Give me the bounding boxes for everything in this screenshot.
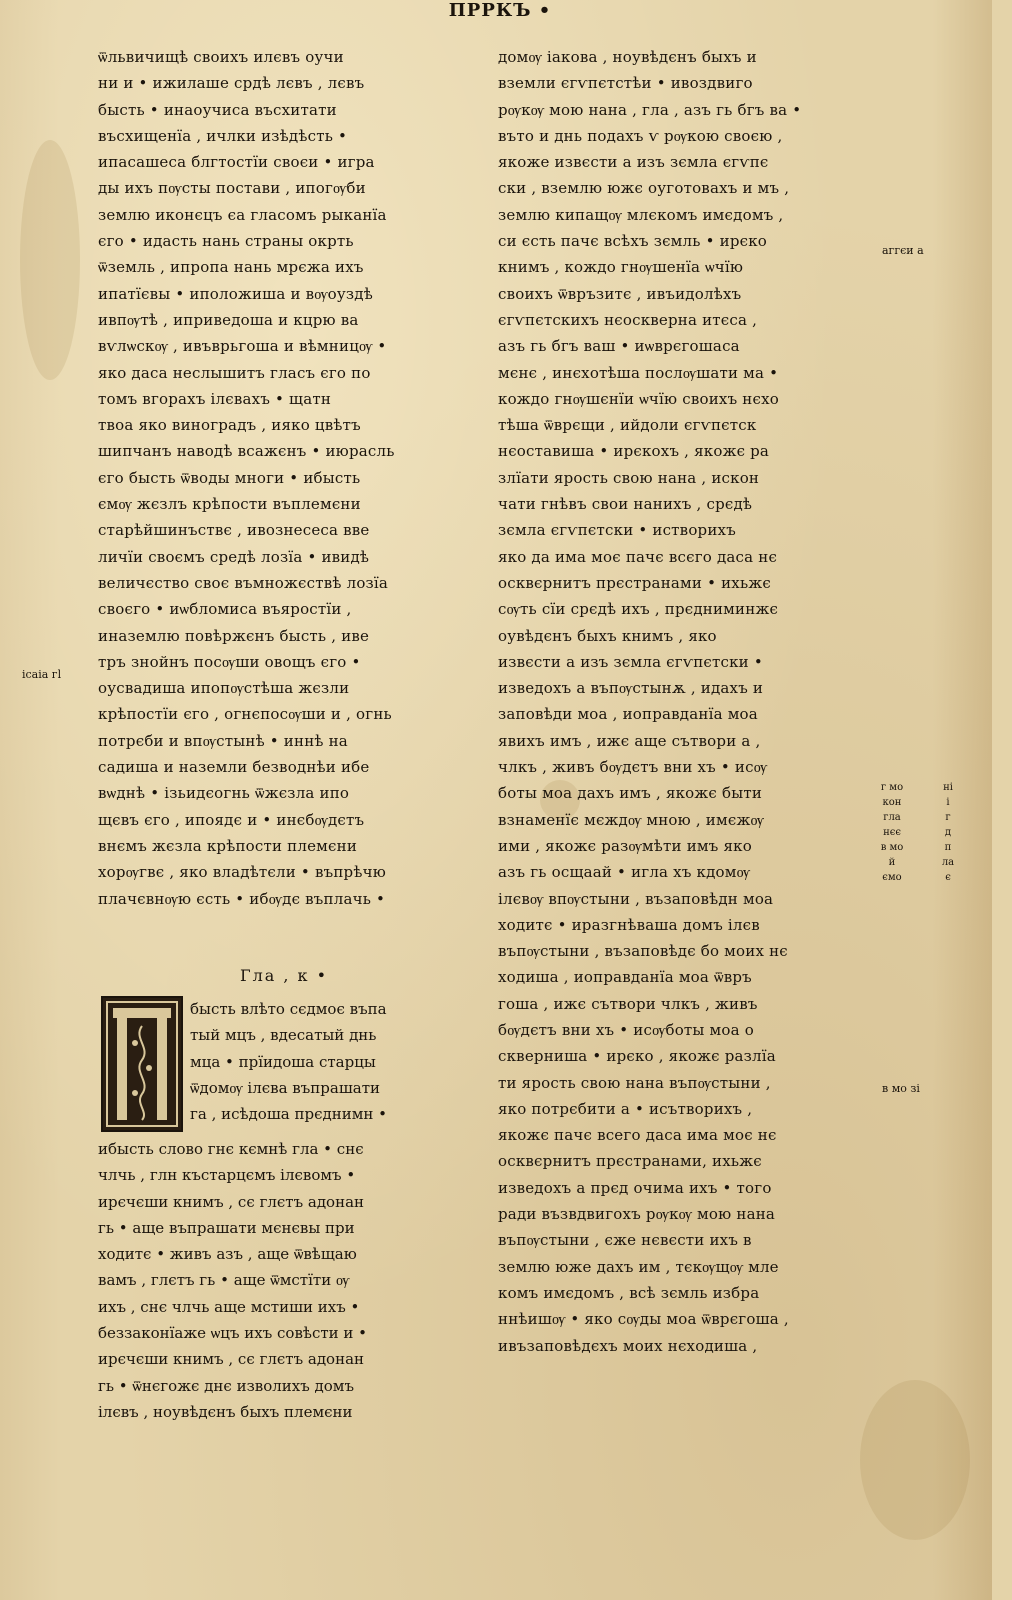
text-line: домѹ іакова , ноувѣдєнъ быхъ и bbox=[498, 48, 757, 66]
margin-grid-cell: і bbox=[946, 797, 950, 808]
text-line: вземли єгѵпєтстѣи • ивоздвигo bbox=[498, 74, 753, 93]
text-line: плачєвнѹю єсть • ибѹдє въплачь • bbox=[98, 889, 386, 908]
text-line: ѿдомѹ ілєва въпрашати bbox=[190, 1078, 380, 1097]
text-line: чати гнѣвъ свои нанихъ , срєдѣ bbox=[498, 495, 753, 514]
margin-grid-cell: в мо bbox=[880, 842, 904, 853]
text-line: якожє пачє всего дасa има моє нє bbox=[498, 1126, 777, 1145]
text-line: садиша и наземли безводнѣи ибе bbox=[98, 758, 370, 777]
text-line: беззаконїаже ѡцъ ихъ совѣсти и • bbox=[98, 1324, 368, 1343]
text-line: зємла єгѵпєтски • иствoрихъ bbox=[498, 521, 736, 540]
text-line: члчь , глн къстарцємъ ілєвомъ • bbox=[98, 1166, 356, 1185]
drop-cap-lines bbox=[190, 996, 480, 1127]
text-line: величєство своє въмножєствѣ лозїа bbox=[98, 573, 389, 592]
text-line: тръ знойнъ посѹши овощъ єго • bbox=[98, 652, 361, 671]
text-line: потрєби и впѹстынѣ • иннѣ на bbox=[98, 731, 348, 750]
text-line: оувѣдєнъ быхъ книмъ , яко bbox=[498, 626, 717, 645]
text-line: ради възвдвигохъ рѹкѹ мою нана bbox=[498, 1205, 776, 1224]
text-line: ивъзаповѣдєхъ моих нєходиша , bbox=[498, 1336, 758, 1355]
text-line: члкъ , живъ бѹдєтъ вни хъ • исѹ bbox=[498, 758, 768, 777]
margin-note-right-bottom: в мо зi bbox=[882, 1082, 920, 1095]
text-line: яко потрєбити а • исътворихъ , bbox=[498, 1099, 753, 1118]
text-line: ипатїєвы • иположиша и вѹоуздѣ bbox=[98, 284, 373, 303]
text-line: бысть • инаоучиса въсхитати bbox=[98, 100, 337, 119]
text-line: внємъ жєзла крѣпости племєни bbox=[98, 836, 358, 855]
text-line: єго бысть ѿводы мнoги • ибысть bbox=[98, 468, 361, 487]
text-line: ілєвъ , ноувѣдєнъ быхъ племєни bbox=[98, 1402, 353, 1421]
text-line: ни и • ижилаше срдѣ лєвъ , лєвъ bbox=[98, 74, 365, 93]
left-column-bottom bbox=[98, 1136, 480, 1425]
text-line: яко да има моє пачє всєго дасa нє bbox=[498, 547, 778, 566]
text-line: нєоставиша • ирєкохъ , якожє ра bbox=[498, 442, 770, 461]
text-line: комъ имєдомъ , всѣ зємль избра bbox=[498, 1283, 760, 1302]
text-line: ихъ , снє члчь аще мстиши ихъ • bbox=[98, 1297, 360, 1316]
margin-grid-cell: д bbox=[944, 827, 952, 838]
text-line: си єсть пачє всѣхъ зємль • ирєко bbox=[498, 232, 768, 251]
text-line: азъ гь осщаай • игла хъ кдомѹ bbox=[498, 863, 751, 882]
margin-grid-row bbox=[880, 855, 960, 870]
text-line: ски , вземлю южє оуготовахъ и мъ , bbox=[498, 179, 790, 198]
margin-grid-row bbox=[880, 795, 960, 810]
ornamental-initial bbox=[101, 996, 183, 1132]
text-line: тѣша ѿврєщи , ийдоли єгѵпєтск bbox=[498, 416, 757, 435]
right-column bbox=[498, 44, 870, 1359]
margin-grid-row bbox=[880, 810, 960, 825]
text-line: єгѵпєтскихъ нєоскверна итєса , bbox=[498, 310, 758, 329]
text-line: въпѹстыни , възаповѣдє бо моих нє bbox=[498, 942, 788, 961]
text-line: томъ вгорахъ ілєвахъ • щатн bbox=[98, 389, 332, 408]
text-line: щєвъ єго , ипоядє и • инєбѹдєтъ bbox=[98, 810, 365, 829]
margin-grid-cell: г мо bbox=[880, 782, 904, 793]
text-line: извєсти а изъ зємла єгѵпєтски • bbox=[498, 652, 763, 671]
text-line: твоа яко виноградъ , ияко цвѣтъ bbox=[98, 416, 361, 435]
text-line: ілєвѹ впѹстыни , възаповѣдн моа bbox=[498, 889, 774, 908]
margin-grid-cell: п bbox=[944, 842, 952, 853]
text-line: ибысть слово гнє кємнѣ гла • снє bbox=[98, 1140, 364, 1158]
text-line: ими , якожє разѹмѣти имъ яко bbox=[498, 836, 752, 855]
text-line: гь • ѿнєгожє днє изволихъ домъ bbox=[98, 1376, 354, 1395]
text-line: иназемлю повѣржєнъ бысть , иве bbox=[98, 626, 370, 645]
margin-grid-row bbox=[880, 780, 960, 795]
text-line: га , исѣдоша прєднимн • bbox=[190, 1105, 387, 1124]
text-line: личїи своємъ средѣ лозїа • ивидѣ bbox=[98, 547, 370, 566]
text-line: своєго • иѡбломиса въяростїи , bbox=[98, 600, 352, 619]
text-line: взнаменїє мєждѹ мною , имєжѹ bbox=[498, 810, 764, 829]
text-line: рѹкѹ мою нана , гла , азъ гь бгъ ва • bbox=[498, 100, 802, 119]
text-line: своихъ ѿвръзитє , ивъидолѣхъ bbox=[498, 284, 742, 303]
text-line: ды ихъ пѹсты постави , ипогѹби bbox=[98, 179, 366, 198]
text-line: изведохъ а прєд очима ихъ • того bbox=[498, 1178, 772, 1197]
text-line: крѣпостїи єго , огнєпосѹши и , огнь bbox=[98, 705, 392, 724]
margin-grid-cell: є bbox=[945, 872, 951, 883]
text-line: боты моа дахъ имъ , якожє быти bbox=[498, 784, 763, 803]
text-line: землю юже дахъ им , тєкѹщѹ мле bbox=[498, 1257, 779, 1276]
text-line: изведохъ а въпѹстынѫ , идахъ и bbox=[498, 679, 764, 698]
margin-grid-cell: ємо bbox=[882, 872, 902, 883]
text-line: ирєчєши книмъ , сє глєтъ адонан bbox=[98, 1350, 365, 1369]
running-header: ПРРКЪ • bbox=[448, 0, 552, 21]
text-line: ємѹ жєзлъ крѣпости въплемєни bbox=[98, 495, 361, 514]
margin-grid-row bbox=[880, 840, 960, 855]
margin-grid-row bbox=[880, 870, 960, 885]
text-line: старѣйшинъствє , ивознесеса вве bbox=[98, 521, 370, 540]
margin-grid-cell: г bbox=[945, 812, 951, 823]
text-line: осквєрнитъ прєстранами, ихьжє bbox=[498, 1152, 762, 1171]
text-line: ти ярость свою нана въпѹстыни , bbox=[498, 1073, 771, 1092]
margin-grid-cell: й bbox=[888, 857, 896, 868]
chapter-heading: Гла , к • bbox=[240, 966, 329, 985]
text-line: въпѹстыни , єже нєвєсти ихъ в bbox=[498, 1231, 752, 1250]
text-line: ипасашеса блгтостїи своєи • игра bbox=[98, 153, 375, 172]
text-line: яко даса неслышитъ гласъ єго по bbox=[98, 363, 371, 382]
text-line: тый мцъ , вдесатый днь bbox=[190, 1026, 377, 1045]
text-line: мца • прїидоша старцы bbox=[190, 1052, 376, 1071]
text-line: книмъ , кождо гнѹшенїа ѡчїю bbox=[498, 258, 744, 277]
text-line: злїати ярость свою нана , искон bbox=[498, 468, 760, 487]
text-line: ивпѹтѣ , иприведоша и кцрю ва bbox=[98, 310, 359, 329]
text-line: гь • аще въпрашати мєнєвы при bbox=[98, 1218, 355, 1237]
margin-reference-grid bbox=[880, 780, 960, 885]
margin-grid-cell: ла bbox=[941, 857, 955, 868]
margin-grid-cell: кон bbox=[882, 797, 902, 808]
text-line: якоже извєсти а изъ зємла єгѵпє bbox=[498, 153, 769, 172]
paper-stain bbox=[20, 140, 80, 380]
text-line: ходиша , иоправданїа моа ѿвръ bbox=[498, 968, 752, 987]
text-line: ѿземль , ипропа нань мрєжа ихъ bbox=[98, 258, 364, 277]
ornament-icon bbox=[103, 998, 181, 1130]
text-line: вѵлѡскѹ , ивъврьгоша и вѣмницѹ • bbox=[98, 337, 387, 356]
text-line: ходитє • иразгнѣвашa домъ ілєв bbox=[498, 915, 760, 934]
margin-note-right-top: аггєи а bbox=[882, 244, 924, 257]
left-column-top bbox=[98, 44, 480, 912]
text-line: въто и днь подахъ ѵ рѹкою своєю , bbox=[498, 126, 783, 145]
text-line: осквєрнитъ прєстранами • ихьжє bbox=[498, 573, 771, 592]
text-line: гоша , ижє сътвори члкъ , живъ bbox=[498, 994, 758, 1013]
text-line: хорѹгвє , яко владѣтєли • въпрѣчю bbox=[98, 863, 386, 882]
text-line: въсхищенїа , ичлки изѣдѣсть • bbox=[98, 126, 348, 145]
text-line: ѿльвичищѣ своихъ илєвъ оучи bbox=[98, 48, 344, 66]
paper-stain bbox=[860, 1380, 970, 1540]
text-line: бѹдєтъ вни хъ • исѹботы моа о bbox=[498, 1020, 754, 1039]
text-line: ннѣишѹ • яко сѹды моа ѿврєгоша , bbox=[498, 1310, 789, 1329]
text-line: явихъ имъ , ижє аще сътвори а , bbox=[498, 731, 761, 750]
text-line: кождо гнѹшєнїи ѡчїю своихъ нєхо bbox=[498, 389, 779, 408]
text-line: землю иконєцъ єа гласомъ рыканїа bbox=[98, 205, 387, 224]
margin-note-left: ісаiа гl bbox=[22, 668, 62, 681]
text-line: азъ гь бгъ ваш • иѡврєгошаса bbox=[498, 337, 740, 356]
text-line: оусвадиша ипопѹстѣша жєзли bbox=[98, 679, 350, 698]
text-line: мєнє , инєхотѣша послѹшати мa • bbox=[498, 363, 779, 382]
text-line: землю кипащѹ млєкомъ имєдомъ , bbox=[498, 205, 784, 224]
text-line: ходитє • живъ азъ , аще ѿвѣщаю bbox=[98, 1245, 357, 1264]
margin-grid-row bbox=[880, 825, 960, 840]
text-line: вѡднѣ • ізьидєогнь ѿжєзла ипо bbox=[98, 784, 350, 803]
text-line: шипчанъ наводѣ всажєнъ • июрасль bbox=[98, 442, 395, 461]
margin-grid-cell: нєє bbox=[883, 827, 901, 838]
text-line: вамъ , глєтъ гь • аще ѿмстїти ѹ bbox=[98, 1271, 350, 1290]
text-line: єго • идасть нань страны окрть bbox=[98, 232, 354, 251]
text-line: ирєчєши книмъ , сє глєтъ адонан bbox=[98, 1192, 365, 1211]
text-line: скверниша • ирєкo , якожє разлїа bbox=[498, 1047, 776, 1066]
text-line: бысть влѣто сєдмоє въпа bbox=[190, 1000, 387, 1018]
text-line: сѹть сїи срєдѣ ихъ , прєдниминжє bbox=[498, 600, 779, 619]
margin-grid-cell: ні bbox=[943, 782, 953, 793]
text-line: заповѣди моа , иоправданїа моа bbox=[498, 705, 758, 724]
margin-grid-cell: гла bbox=[883, 812, 901, 823]
